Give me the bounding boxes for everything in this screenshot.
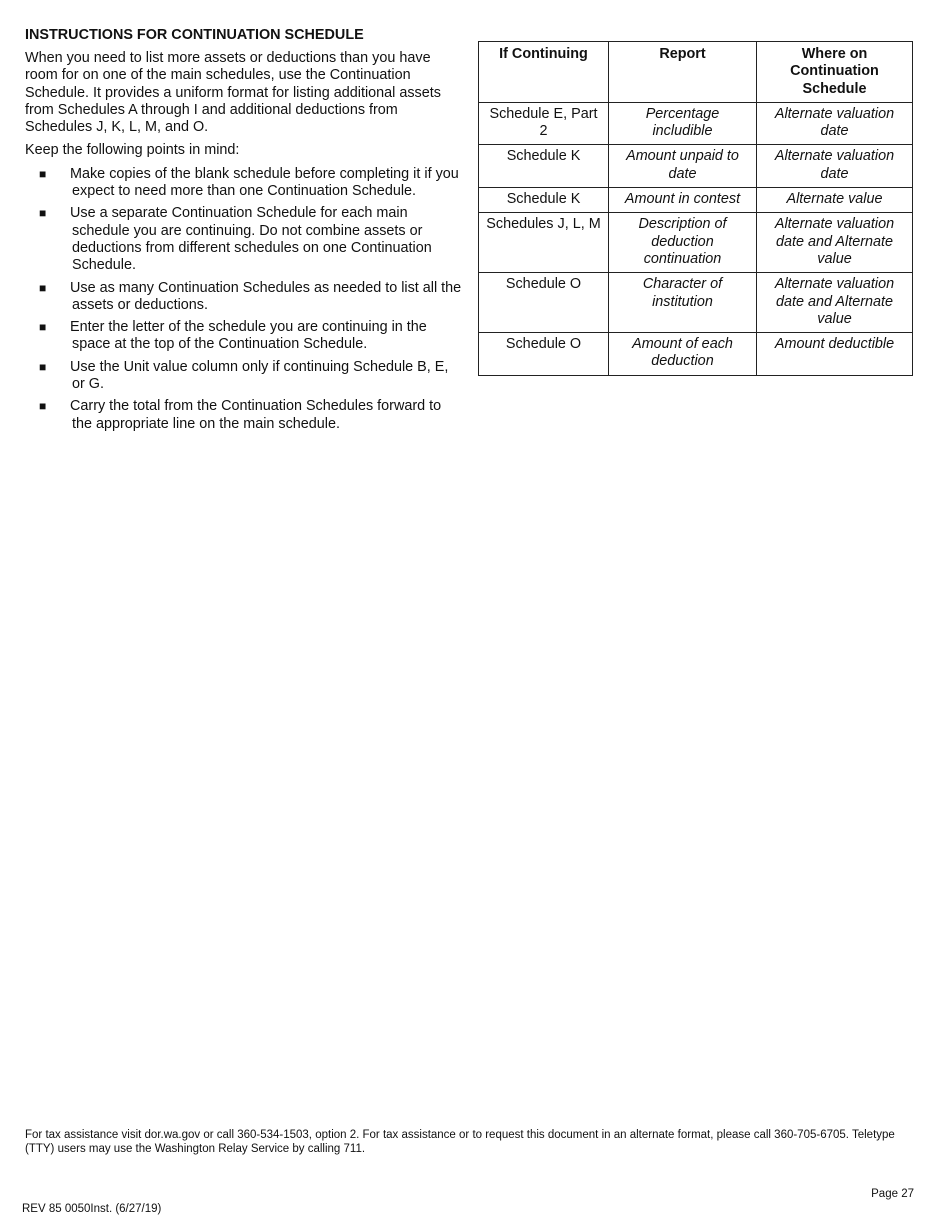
- list-item: [25, 359, 465, 394]
- list-item-text: Use as many Continuation Schedules as needed to list all the assets or deductions.: [70, 279, 462, 313]
- header-where-on-schedule: Where on Continuation Schedule: [757, 42, 913, 103]
- tax-assistance-note: For tax assistance visit dor.wa.gov or call 360-534-1503, option 2. For tax assistance or to request this document in an alternate format, please call 360-705-6705. Teletype (TTY) users may use the Washington Relay Service by calling 711.: [25, 1129, 895, 1155]
- list-item: [25, 398, 465, 433]
- list-item-text: Enter the letter of the schedule you are continuing in the space at the top of the Continuation Schedule.: [70, 319, 427, 353]
- bullet-icon: ■: [39, 166, 47, 181]
- keep-in-mind-text: Keep the following points in mind:: [25, 142, 240, 159]
- cell-report: Amount of each deduction: [609, 333, 757, 376]
- cell-report: Amount in contest: [609, 188, 757, 213]
- cell-where: Amount deductible: [757, 333, 913, 376]
- bullet-icon: ■: [39, 280, 47, 295]
- header-if-continuing: If Continuing: [479, 42, 609, 103]
- bullet-icon: ■: [39, 320, 47, 335]
- cell-schedule: Schedule O: [479, 273, 609, 333]
- table-row: [479, 273, 913, 333]
- cell-schedule: Schedule O: [479, 333, 609, 376]
- list-item: [25, 280, 465, 315]
- bullet-icon: ■: [39, 359, 47, 374]
- list-item-text: Make copies of the blank schedule before completing it if you expect to need more than one Continuation Schedule.: [70, 165, 459, 200]
- points-list: [25, 166, 465, 433]
- list-item: [25, 205, 465, 274]
- list-item: [25, 166, 465, 201]
- table-header-row: [479, 42, 913, 103]
- cell-report: Percentage includible: [609, 102, 757, 145]
- list-item-text: Use a separate Continuation Schedule for each main schedule you are continuing. Do not combine assets or deductions from different schedules on one Continuation Schedule.: [70, 205, 432, 274]
- cell-schedule: Schedules J, L, M: [479, 213, 609, 273]
- cell-schedule: Schedule K: [479, 145, 609, 188]
- table-row: [479, 188, 913, 213]
- instructions-section: [25, 26, 465, 438]
- list-item-text: Carry the total from the Continuation Schedules forward to the appropriate line on the main schedule.: [70, 398, 442, 432]
- list-item: [25, 319, 465, 354]
- cell-report: Character of institution: [609, 273, 757, 333]
- cell-where: Alternate valuation date: [757, 145, 913, 188]
- list-item-text: Use the Unit value column only if continuing Schedule B, E, or G.: [70, 358, 449, 393]
- form-revision-id: REV 85 0050Inst. (6/27/19): [22, 1203, 162, 1215]
- table-row: [479, 213, 913, 273]
- cell-report: Amount unpaid to date: [609, 145, 757, 188]
- header-report: Report: [609, 42, 757, 103]
- cell-where: Alternate valuation date: [757, 102, 913, 145]
- continuation-table: [478, 41, 913, 376]
- cell-report: Description of deduction continuation: [609, 213, 757, 273]
- cell-where: Alternate valuation date and Alternate value: [757, 273, 913, 333]
- bullet-icon: ■: [39, 206, 47, 221]
- cell-where: Alternate value: [757, 188, 913, 213]
- table-row: [479, 145, 913, 188]
- table-row: [479, 102, 913, 145]
- cell-schedule: Schedule E, Part 2: [479, 102, 609, 145]
- page-number: Page 27: [871, 1188, 914, 1200]
- section-title: INSTRUCTIONS FOR CONTINUATION SCHEDULE: [25, 27, 364, 43]
- cell-where: Alternate valuation date and Alternate value: [757, 213, 913, 273]
- continuation-table-container: [478, 41, 913, 376]
- table-row: [479, 333, 913, 376]
- intro-paragraph: When you need to list more assets or deductions than you have room for on one of the main schedules, use the Continuation Schedule. It provides a uniform format for listing additional assets from Schedules A through I and additional deductions from Schedules J, K, L, M, and O.: [25, 50, 441, 136]
- bullet-icon: ■: [39, 399, 47, 414]
- cell-schedule: Schedule K: [479, 188, 609, 213]
